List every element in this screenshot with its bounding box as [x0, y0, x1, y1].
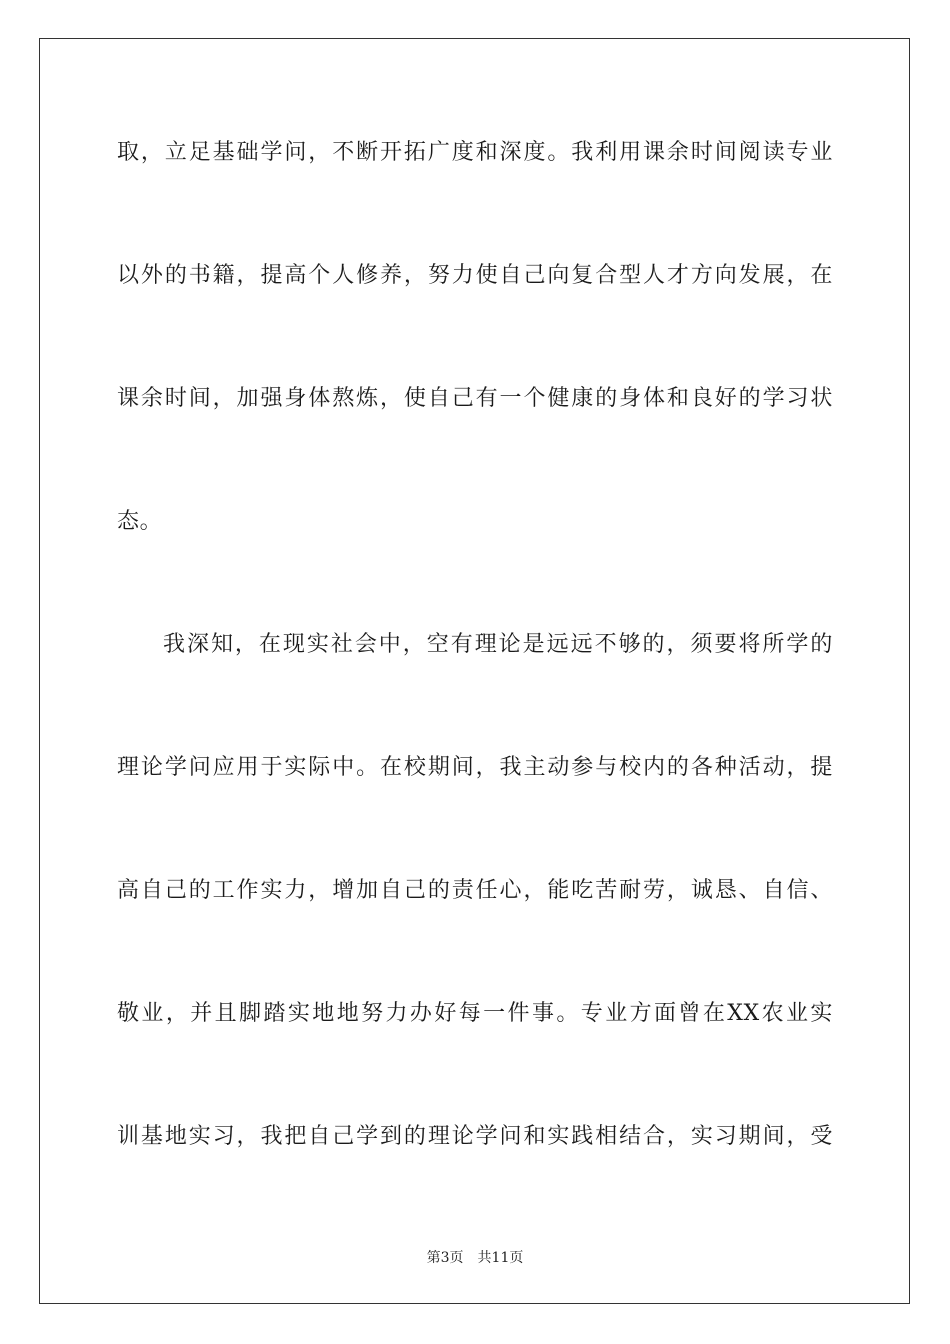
text-line-3: 课余时间，加强身体熬炼，使自己有一个健康的身体和良好的学习状	[117, 386, 833, 411]
text-line-2: 以外的书籍，提高个人修养，努力使自己向复合型人才方向发展，在	[117, 263, 833, 288]
text-line-8: 敬业，并且脚踏实地地努力办好每一件事。专业方面曾在XX农业实	[117, 1001, 833, 1026]
text-line-5: 我深知，在现实社会中，空有理论是远远不够的，须要将所学的	[163, 632, 833, 657]
text-line-1: 取，立足基础学问，不断开拓广度和深度。我利用课余时间阅读专业	[117, 140, 833, 165]
page-number: 第3页	[426, 1250, 464, 1266]
page-total: 共11页	[477, 1250, 524, 1266]
text-line-9: 训基地实习，我把自己学到的理论学问和实践相结合，实习期间，受	[117, 1124, 833, 1149]
page-border	[39, 38, 910, 1304]
text-line-6: 理论学问应用于实际中。在校期间，我主动参与校内的各种活动，提	[117, 755, 833, 780]
page-footer	[0, 1248, 950, 1268]
text-line-7: 高自己的工作实力，增加自己的责任心，能吃苦耐劳，诚恳、自信、	[117, 878, 833, 903]
text-line-4: 态。	[117, 509, 163, 534]
